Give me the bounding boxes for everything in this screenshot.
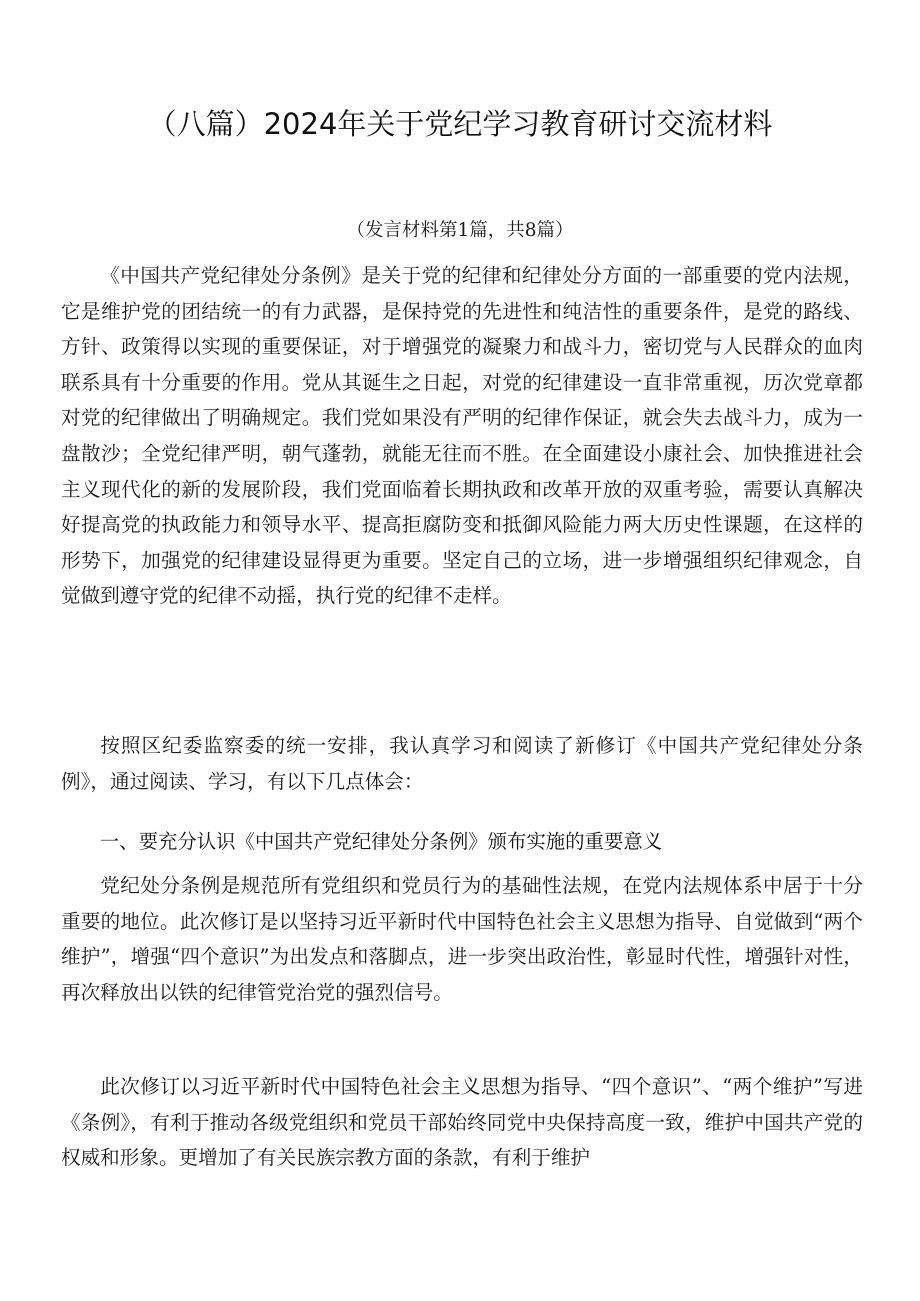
section-1-paragraph-2: 此次修订以习近平新时代中国特色社会主义思想为指导、“四个意识”、“两个维护”写进《条例》，有利于推动各级党组织和党员干部始终同党中央保持高度一致，维护中国共产党的权威和形象。更增加了有关民族宗教方面的条款，有利于维护 <box>61 1075 863 1170</box>
document-title: （八篇）2024年关于党纪学习教育研讨交流材料 <box>147 107 773 141</box>
section-heading-1: 一、要充分认识《中国共产党纪律处分条例》颁布实施的重要意义 <box>99 830 663 853</box>
document-subtitle: （发言材料第1篇，共8篇） <box>346 220 574 241</box>
arrangement-paragraph: 按照区纪委监察委的统一安排，我认真学习和阅读了新修订《中国共产党纪律处分条例》，通过阅读、学习，有以下几点体会： <box>61 734 863 793</box>
section-1-paragraph-1: 党纪处分条例是规范所有党组织和党员行为的基础性法规，在党内法规体系中居于十分重要的地位。此次修订是以坚持习近平新时代中国特色社会主义思想为指导、自觉做到“两个维护”，增强“四个意识”为出发点和落脚点，进一步突出政治性，彰显时代性，增强针对性，再次释放出以铁的纪律管党治党的强烈信号。 <box>61 874 863 1004</box>
intro-paragraph: 《中国共产党纪律处分条例》是关于党的纪律和纪律处分方面的一部重要的党内法规，它是维护党的团结统一的有力武器，是保持党的先进性和纯洁性的重要条件，是党的路线、方针、政策得以实现的重要保证，对于增强党的凝聚力和战斗力，密切党与人民群众的血肉联系具有十分重要的作用。党从其诞生之日起，对党的纪律建设一直非常重视，历次党章都对党的纪律做出了明确规定。我们党如果没有严明的纪律作保证，就会失去战斗力，成为一盘散沙；全党纪律严明，朝气蓬勃，就能无往而不胜。在全面建设小康社会、加快推进社会主义现代化的新的发展阶段，我们党面临着长期执政和改革开放的双重考验，需要认真解决好提高党的执政能力和领导水平、提高拒腐防变和抵御风险能力两大历史性课题，在这样的形势下，加强党的纪律建设显得更为重要。坚定自己的立场，进一步增强组织纪律观念，自觉做到遵守党的纪律不动摇，执行党的纪律不走样。 <box>61 264 863 608</box>
